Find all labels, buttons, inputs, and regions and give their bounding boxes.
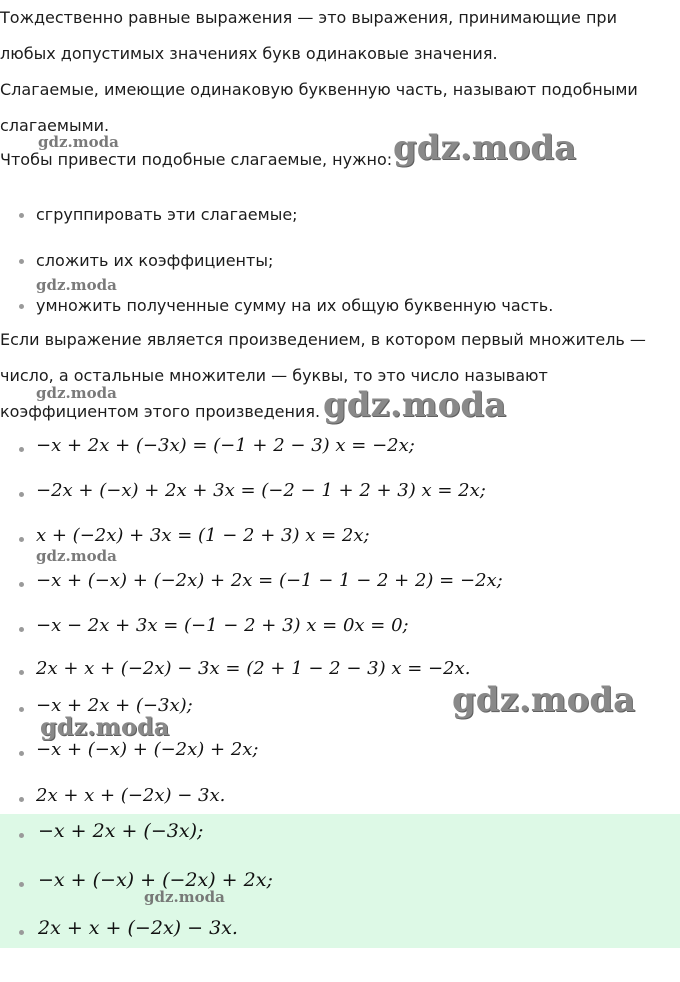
paragraph-procedure: Чтобы привести подобные слагаемые, нужно: — [0, 150, 393, 169]
watermark-logo: gdz.moda — [144, 888, 225, 906]
equation-item: −x + (−x) + (−2x) + 2x; — [36, 739, 259, 760]
step-item: сгруппировать эти слагаемые; — [36, 205, 298, 224]
step-bullet — [19, 304, 24, 309]
equation-bullet — [19, 707, 24, 712]
highlight-bullet — [19, 882, 24, 887]
paragraph-like-terms-line1: Слагаемые, имеющие одинаковую буквенную часть, называют подобными — [0, 80, 638, 99]
paragraph-coefficient-line1: Если выражение является произведением, в котором первый множитель — — [0, 330, 646, 349]
highlight-item: 2x + x + (−2x) − 3x. — [38, 917, 238, 939]
step-bullet — [19, 213, 24, 218]
equation-bullet — [19, 537, 24, 542]
equation-bullet — [19, 627, 24, 632]
equation-item: −x + 2x + (−3x) = (−1 + 2 − 3) x = −2x; — [36, 435, 415, 456]
watermark-logo: gdz.moda — [323, 385, 507, 425]
watermark-logo: gdz.moda — [452, 680, 636, 720]
watermark-logo: gdz.moda — [393, 128, 577, 168]
equation-bullet — [19, 492, 24, 497]
paragraph-identity-line2: любых допустимых значениях букв одинаковые значения. — [0, 44, 498, 63]
equation-item: −x + 2x + (−3x); — [36, 695, 193, 716]
equation-bullet — [19, 670, 24, 675]
highlight-item: −x + (−x) + (−2x) + 2x; — [38, 869, 273, 891]
paragraph-like-terms-line2: слагаемыми. — [0, 116, 110, 135]
equation-item: x + (−2x) + 3x = (1 − 2 + 3) x = 2x; — [36, 525, 370, 546]
equation-bullet — [19, 797, 24, 802]
step-item: сложить их коэффициенты; — [36, 251, 274, 270]
paragraph-identity-line1: Тождественно равные выражения — это выражения, принимающие при — [0, 8, 617, 27]
equation-bullet — [19, 751, 24, 756]
step-bullet — [19, 259, 24, 264]
paragraph-coefficient-line2: число, а остальные множители — буквы, то это число называют — [0, 366, 548, 385]
highlight-bullet — [19, 930, 24, 935]
equation-item: −x + (−x) + (−2x) + 2x = (−1 − 1 − 2 + 2) = −2x; — [36, 570, 503, 591]
equation-item: −2x + (−x) + 2x + 3x = (−2 − 1 + 2 + 3) x = 2x; — [36, 480, 486, 501]
equation-item: 2x + x + (−2x) − 3x = (2 + 1 − 2 − 3) x = −2x. — [36, 658, 471, 679]
highlight-bullet — [19, 833, 24, 838]
equation-item: 2x + x + (−2x) − 3x. — [36, 785, 226, 806]
equation-bullet — [19, 582, 24, 587]
equation-item: −x − 2x + 3x = (−1 − 2 + 3) x = 0x = 0; — [36, 615, 409, 636]
paragraph-coefficient-line3: коэффициентом этого произведения. — [0, 402, 321, 421]
watermark-logo: gdz.moda — [36, 384, 117, 402]
step-item: умножить полученные сумму на их общую буквенную часть. — [36, 296, 554, 315]
watermark-logo: gdz.moda — [40, 712, 170, 741]
watermark-logo: gdz.moda — [36, 547, 117, 565]
watermark-logo: gdz.moda — [38, 133, 119, 151]
watermark-logo: gdz.moda — [36, 276, 117, 294]
equation-bullet — [19, 447, 24, 452]
highlight-item: −x + 2x + (−3x); — [38, 820, 204, 842]
